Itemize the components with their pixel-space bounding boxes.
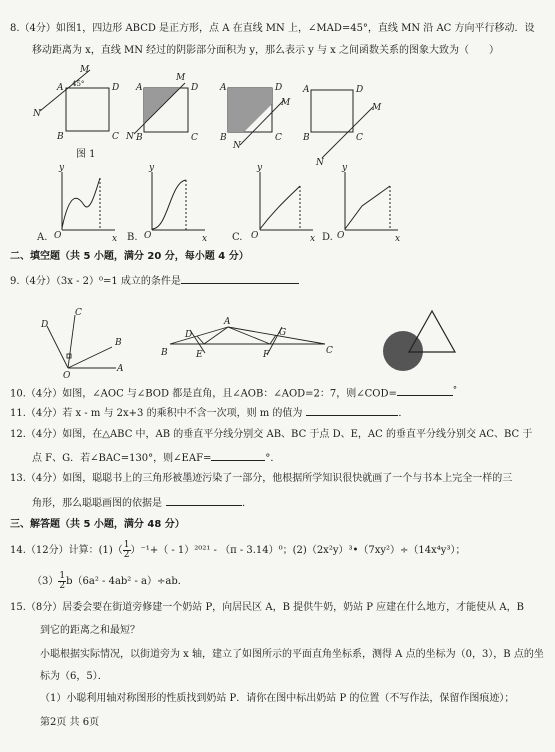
fig4-label-B: B [303, 133, 310, 143]
q14-frac2-num: 1 [59, 571, 66, 581]
q10-answer-blank[interactable] [397, 385, 453, 396]
q14-frac2-den: 2 [59, 581, 66, 591]
option-graph-A [62, 172, 115, 230]
fig2-label-C: C [191, 133, 198, 143]
q12-line1: 12.（4分）如图，在△ABC 中，AB 的垂直平分线分别交 AB、BC 于点 D、E，AC 的垂直平分线分别交 AC、BC 于 [10, 429, 533, 440]
q11-text: 11.（4分）若 x - m 与 2x+3 的乘积中不含一次项，则 m 的值为 [10, 408, 303, 419]
graphB-o: O [144, 231, 152, 241]
fig3-label-N: N [233, 141, 241, 151]
fig4-label-M: M [372, 103, 382, 113]
fig4-label-A: A [303, 85, 310, 95]
q14-part3b: b（6a² - 4ab² - a）÷ab． [66, 576, 188, 587]
graphB-y: y [149, 163, 155, 173]
q13-end: ． [242, 498, 252, 509]
q12-answer-blank[interactable] [211, 450, 265, 461]
q14-frac-num: 1 [123, 540, 130, 550]
graphD-x: x [395, 234, 401, 244]
graphB-x: x [202, 234, 208, 244]
fig1-label-M: M [80, 65, 90, 75]
q12-label-D: D [185, 330, 193, 340]
q13-figure [383, 311, 455, 371]
q10-label-A: A [117, 364, 124, 374]
q13-line2: 角形，那么聪聪画图的依据是 [32, 498, 162, 509]
q12-label-B: B [161, 348, 168, 358]
q12-label-A: A [224, 317, 231, 327]
q10 [10, 383, 457, 400]
fig4-label-D: D [356, 85, 364, 95]
q14-line2 [32, 572, 188, 596]
q12-end: °． [265, 453, 281, 464]
fig3-label-A: A [220, 83, 227, 93]
option-graph-D [345, 172, 398, 230]
graphD-y: y [342, 163, 348, 173]
q14-line1 [10, 541, 465, 565]
option-C-label: C. [232, 232, 243, 243]
fig1-label-D: D [112, 83, 120, 93]
option-graph-B [152, 172, 205, 230]
section2-title: 二、填空题（共 5 小题，满分 20 分，每小题 4 分） [10, 251, 249, 262]
graphD-o: O [337, 231, 345, 241]
fig4-label-C: C [356, 133, 363, 143]
option-graph-C [260, 172, 313, 230]
option-A-label: A. [37, 232, 48, 243]
q12-figure [170, 327, 325, 355]
q13-line1: 13.（4分）如图，聪聪书上的三角形被墨迹污染了一部分，他根据所学知识很快就画了一个与书本上完全一样的三 [10, 473, 513, 484]
q10-label-D: D [41, 320, 49, 330]
q12-line2-wrap [32, 450, 280, 465]
fig1-label-C: C [112, 132, 119, 142]
q12-label-G: G [279, 328, 287, 338]
fig4-label-N: N [316, 158, 324, 168]
q14-frac-den: 2 [123, 550, 130, 560]
q10-figure [47, 315, 116, 368]
q14-part1a: 14.（12分）计算：(1)（ [10, 545, 123, 556]
fig2-label-A: A [136, 83, 143, 93]
q11-answer-blank[interactable] [306, 405, 398, 416]
q15-line1: 15.（8分）居委会要在街道旁修建一个奶站 P，向居民区 A，B 提供牛奶，奶站 P 应建在什么地方，才能使从 A，B [10, 602, 524, 613]
q15-line2: 到它的距离之和最短？ [40, 625, 140, 636]
q9 [10, 273, 299, 288]
graphC-y: y [257, 163, 263, 173]
q14-fraction-2 [58, 572, 66, 591]
q8-line1: 8.（4分）如图1，四边形 ABCD 是正方形，点 A 在直线 MN 上，∠MAD=45°，直线 MN 沿 AC 方向平行移动．设 [10, 23, 535, 34]
fig3-label-C: C [275, 133, 282, 143]
q14-fraction [123, 541, 131, 560]
q10-unit: ° [452, 384, 458, 394]
q11-end: ． [398, 408, 409, 419]
fig3-label-M: M [281, 98, 291, 108]
fig1-caption: 图 1 [76, 149, 96, 160]
option-B-label: B. [127, 232, 138, 243]
q15-line5: （1）小聪利用轴对称图形的性质找到奶站 P．请你在图中标出奶站 P 的位置（不写作法，保留作图痕迹）； [40, 693, 515, 704]
option-D-label: D. [322, 232, 333, 243]
q12-label-C: C [326, 346, 333, 356]
q11 [10, 405, 408, 420]
page-footer: 第2页 共 6页 [40, 717, 100, 728]
q10-label-O: O [63, 371, 71, 381]
fig1-label-A: A [57, 83, 64, 93]
q15-line4: 标为（6，5）． [40, 671, 108, 682]
graphA-y: y [59, 163, 65, 173]
q8-line2: 移动距离为 x，直线 MN 经过的阴影部分面积为 y，那么表示 y 与 x 之间函数关系的图象大致为（ ） [32, 45, 499, 56]
section3-title: 三、解答题（共 5 小题，满分 48 分） [10, 519, 185, 530]
fig3-label-D: D [275, 83, 283, 93]
fig1-label-B: B [57, 132, 64, 142]
fig2-label-D: D [191, 83, 199, 93]
q12-label-E: E [196, 350, 203, 360]
fig2-label-B: B [136, 133, 143, 143]
fig1-angle: 45° [72, 80, 85, 88]
q10-text: 10.（4分）如图，∠AOC 与∠BOD 都是直角，且∠AOB：∠AOD=2：7，则∠COD= [10, 388, 397, 400]
q9-text: 9.（4分）（3x - 2）⁰=1 成立的条件是 [10, 276, 181, 287]
graphC-o: O [251, 231, 259, 241]
q10-label-C: C [75, 308, 82, 318]
fig3-label-B: B [220, 133, 227, 143]
q10-label-B: B [115, 338, 122, 348]
graphC-x: x [310, 234, 316, 244]
graphA-o: O [54, 231, 62, 241]
q9-answer-blank[interactable] [181, 273, 299, 284]
fig2-label-N: N [126, 132, 134, 142]
q14-part1b: ）⁻¹+（ - 1）²⁰²¹ - （π - 3.14）⁰；(2)（2x²y）³•（7xy²）÷（14x⁴y³）； [130, 545, 466, 556]
graphA-x: x [112, 234, 118, 244]
q12-label-F: F [263, 350, 270, 360]
q13-answer-blank[interactable] [166, 495, 242, 506]
fig1-label-N: N [33, 109, 41, 119]
q13-line2-wrap [32, 495, 252, 510]
fig2-label-M: M [176, 73, 186, 83]
q15-line3: 小聪根据实际情况，以街道旁为 x 轴，建立了如图所示的平面直角坐标系，测得 A 点的坐标为（0，3），B 点的坐 [40, 649, 544, 660]
q14-part3a: （3） [32, 576, 59, 587]
q12-line2: 点 F、G．若∠BAC=130°，则∠EAF= [32, 453, 212, 464]
